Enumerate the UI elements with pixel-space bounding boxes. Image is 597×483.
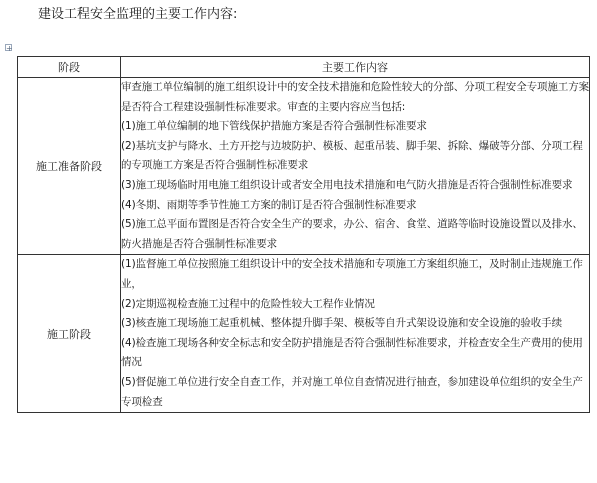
table-move-handle-icon[interactable]: + (6, 44, 13, 53)
content-item: 审查施工单位编制的施工组织设计中的安全技术措施和危险性较大的分部、分项工程安全专项施工方案是否符合工程建设强制性标准要求。审查的主要内容应当包括: (121, 81, 589, 113)
table-row (18, 78, 590, 255)
content-item: (3)施工现场临时用电施工组织设计或者安全用电技术措施和电气防火措施是否符合强制性标准要求 (121, 178, 573, 191)
content-item: (1)监督施工单位按照施工组织设计中的安全技术措施和专项施工方案组织施工，及时制止违规施工作业， (121, 258, 583, 290)
stage-cell-preparation: 施工准备阶段 (18, 78, 121, 255)
content-item: (5)督促施工单位进行安全自查工作，并对施工单位自查情况进行抽查，参加建设单位组织的安全生产专项检查 (121, 375, 583, 408)
content-item: (1)施工单位编制的地下管线保护措施方案是否符合强制性标准要求 (121, 120, 427, 133)
content-item: (4)检查施工现场各种安全标志和安全防护措施是否符合强制性标准要求，并检查安全生产费用的使用情况 (121, 336, 583, 369)
content-item: (3)核查施工现场施工起重机械、整体提升脚手架、模板等自升式架设设施和安全设施的验收手续 (121, 317, 562, 330)
header-stage: 阶段 (18, 57, 121, 78)
document-title: 建设工程安全监理的主要工作内容: (38, 7, 238, 22)
content-item: (4)冬期、雨期等季节性施工方案的制订是否符合强制性标准要求 (121, 198, 417, 211)
content-cell-construction (121, 255, 590, 413)
work-content-table (17, 56, 590, 413)
table-row (18, 255, 590, 413)
content-item: (5)施工总平面布置图是否符合安全生产的要求，办公、宿舍、食堂、道路等临时设施设置以及排水、防火措施是否符合强制性标准要求 (121, 218, 583, 250)
content-item: (2)定期巡视检查施工过程中的危险性较大工程作业情况 (121, 297, 375, 310)
content-item: (2)基坑支护与降水、土方开挖与边坡防护、模板、起重吊装、脚手架、拆除、爆破等分部、分项工程的专项施工方案是否符合强制性标准要求 (121, 139, 583, 172)
stage-cell-construction: 施工阶段 (18, 255, 121, 413)
content-cell-preparation (121, 78, 590, 255)
table-header-row (18, 57, 590, 78)
header-main-content: 主要工作内容 (121, 57, 590, 78)
